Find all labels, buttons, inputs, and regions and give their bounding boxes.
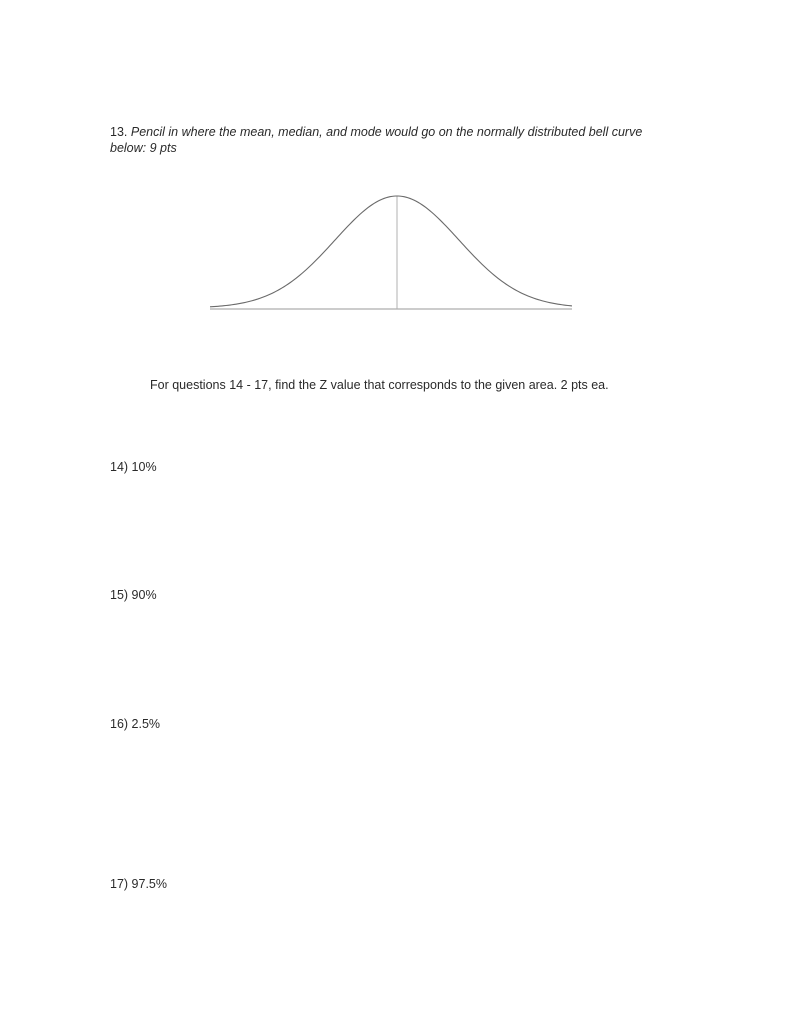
question-13-number: 13. [110,125,128,139]
question-16: 16) 2.5% [110,717,161,731]
instructions-text: For questions 14 - 17, find the Z value that corresponds to the given area. 2 pts ea. [150,378,609,392]
question-14: 14) 10% [110,460,157,474]
question-17: 17) 97.5% [110,877,167,891]
bell-curve-diagram [205,190,577,316]
question-13 [110,124,680,156]
bell-curve [210,196,572,307]
question-13-text: Pencil in where the mean, median, and mode would go on the normally distributed bell curve below: 9 pts [110,125,643,155]
question-15: 15) 90% [110,588,157,602]
